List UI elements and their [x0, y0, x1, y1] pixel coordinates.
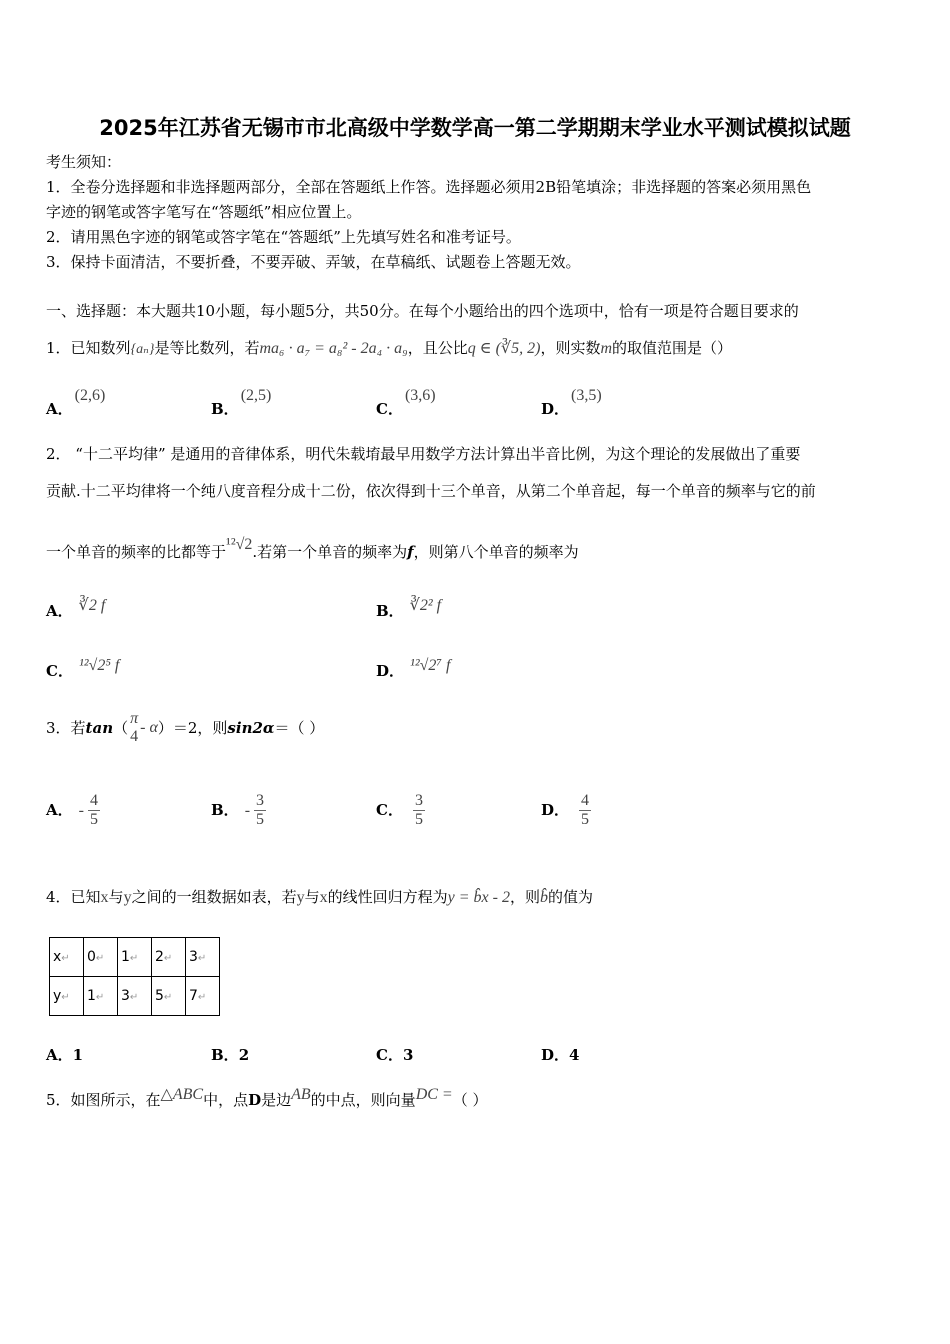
notice-heading: 考生须知：	[46, 153, 122, 171]
option-a[interactable]: A．(2,6)	[46, 387, 106, 418]
section-heading: 一、选择题：本大题共10小题，每小题5分，共50分。在每个小题给出的四个选项中，恰有一项是符合题目要求的	[46, 302, 799, 320]
page-title: 2025年江苏省无锡市市北高级中学数学高一第二学期期末学业水平测试模拟试题	[99, 116, 851, 140]
option-b[interactable]: B． - $\frac{3}{5}$	[211, 792, 265, 828]
option-c[interactable]: C．3	[376, 1046, 414, 1064]
option-c[interactable]: C．(3,6)	[376, 387, 436, 418]
notice-item: 1．全卷分选择题和非选择题两部分，全部在答题纸上作答。选择题必须用2B铅笔填涂；非选择题的答案必须用黑色	[46, 178, 812, 196]
option-d[interactable]: D． ¹²√2⁷ f	[376, 657, 451, 680]
notice-item: 字迹的钢笔或答字笔写在“答题纸”相应位置上。	[46, 203, 362, 221]
question-number: 1．	[46, 339, 71, 357]
notice-item: 2．请用黑色字迹的钢笔或答字笔在“答题纸”上先填写姓名和准考证号。	[46, 228, 521, 246]
option-c[interactable]: C． ¹²√2⁵ f	[46, 657, 120, 680]
option-b[interactable]: B．2	[211, 1046, 250, 1064]
question-2-line: 一个单音的频率的比都等于¹²√2.若第一个单音的频率为f，则第八个单音的频率为	[46, 536, 579, 561]
option-a[interactable]: A． - $\frac{4}{5}$	[46, 792, 98, 828]
question-3: 3．若tan（ π 4 - α）＝2，则sin2α＝（ ）	[46, 710, 325, 745]
option-c[interactable]: C． $\frac{3}{5}$	[376, 792, 423, 828]
question-1: 1．已知数列{aₙ}是等比数列，若ma₆ · a₇ = a₈² - 2a₄ · a₉，且公比q ∈ (∛5, 2)，则实数m的取值范围是（）	[46, 339, 733, 357]
option-d[interactable]: D．(3,5)	[541, 387, 602, 418]
math-var: m	[600, 340, 613, 357]
math-equation: ma₆ · a₇ = a₈² - 2a₄ · a₉	[259, 340, 408, 357]
math-ratio: q ∈ (∛5, 2)	[467, 340, 541, 357]
table-row: y↵ 1↵ 3↵ 5↵ 7↵	[50, 977, 220, 1016]
math-root: ¹²√2	[226, 536, 253, 553]
question-4: 4．已知x与y之间的一组数据如表，若y与x的线性回归方程为y = b̂x - 2，则b̂的值为	[46, 888, 593, 906]
question-2-line: 贡献.十二平均律将一个纯八度音程分成十二份，依次得到十三个单音，从第二个单音起，每一个单音的频率与它的前	[46, 482, 816, 500]
option-a[interactable]: A．1	[46, 1046, 84, 1064]
math-fraction: π 4	[130, 710, 139, 745]
option-b[interactable]: B． ∛2² f	[376, 597, 442, 620]
table-row: x↵ 0↵ 1↵ 2↵ 3↵	[50, 938, 220, 977]
math-sequence: {aₙ}	[130, 342, 155, 357]
option-a[interactable]: A． ∛2 f	[46, 597, 106, 620]
notice-item: 3．保持卡面清洁，不要折叠，不要弄破、弄皱，在草稿纸、试题卷上答题无效。	[46, 253, 581, 271]
option-d[interactable]: D． $\frac{4}{5}$	[541, 792, 590, 828]
data-table	[49, 937, 220, 1016]
question-2-line: 2． “十二平均律” 是通用的音律体系，明代朱载堉最早用数学方法计算出半音比例，为这个理论的发展做出了重要	[46, 445, 801, 463]
math-equation: y = b̂x - 2	[447, 889, 510, 906]
option-b[interactable]: B．(2,5)	[211, 387, 272, 418]
question-5: 5．如图所示，在△ABC中，点D是边AB的中点，则向量DC =（ ）	[46, 1086, 488, 1109]
option-d[interactable]: D．4	[541, 1046, 580, 1064]
